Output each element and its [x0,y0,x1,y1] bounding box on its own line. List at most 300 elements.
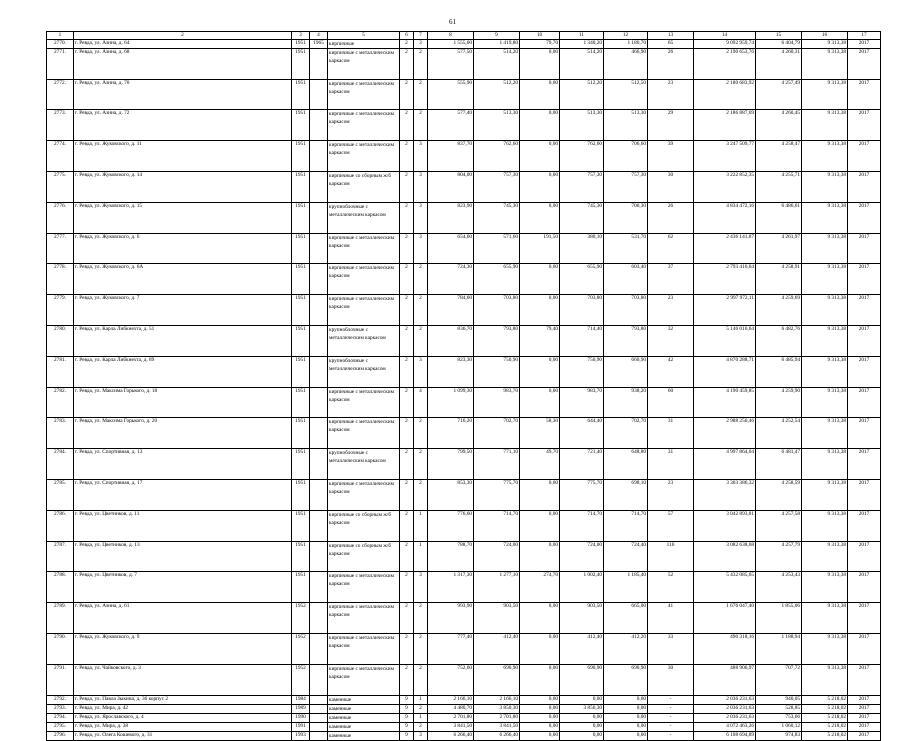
premises-area-cell: 775,70 [474,479,520,510]
residents-count-cell: 23 [648,79,694,110]
year-reconstructed-cell [310,202,328,233]
header-cell: 4 [310,32,328,40]
plan-year-cell: 2017 [848,633,881,664]
nonresidential-area-cell: 0,00 [520,713,560,722]
row-number-cell: 2780. [47,325,74,356]
wall-material-cell: крупноблочные с металлическим каркасом [328,449,400,480]
table-row [47,695,881,704]
residents-count-cell: 32 [648,325,694,356]
residents-count-cell: 30 [648,664,694,695]
year-built-cell: 1951 [292,449,310,480]
wall-material-cell: кирпичные с металлическим каркасом [328,633,400,664]
residential-area-cell: 412,40 [560,633,604,664]
entrances-cell: 2 [414,449,428,480]
cost-limit-cell: 9 313,38 [802,48,848,79]
premises-area-cell: 1 277,10 [474,572,520,603]
cost-per-sqm-cell: 6 404,79 [756,39,802,48]
table-row [47,572,881,603]
plan-year-cell: 2017 [848,695,881,704]
year-reconstructed-cell [310,704,328,713]
row-number-cell: 2771. [47,48,74,79]
wall-material-cell: кирпичные с металлическим каркасом [328,233,400,264]
nonresidential-area-cell: 0,00 [520,633,560,664]
wall-material-cell: кирпичные с металлическим каркасом [328,141,400,172]
common-area-cell: 0,00 [604,731,648,740]
repair-cost-cell: 4 997 864,04 [694,449,756,480]
nonresidential-area-cell: 0,00 [520,541,560,572]
year-reconstructed-cell [310,695,328,704]
residents-count-cell: 29 [648,110,694,141]
row-number-cell: 2774. [47,141,74,172]
cost-per-sqm-cell: 4 258,47 [756,141,802,172]
floors-cell: 2 [400,141,414,172]
residents-count-cell: 60 [648,387,694,418]
year-built-cell: 1993 [292,731,310,740]
header-cell: 6 [400,32,414,40]
year-reconstructed-cell [310,731,328,740]
table-row [47,356,881,387]
common-area-cell: 0,00 [604,713,648,722]
table-row [47,39,881,48]
common-area-cell: 706,60 [604,141,648,172]
cost-per-sqm-cell: 4 257,79 [756,541,802,572]
premises-area-cell: 771,10 [474,449,520,480]
residential-area-cell: 703,80 [560,295,604,326]
premises-area-cell: 724,00 [474,541,520,572]
table-row [47,387,881,418]
address-cell: г. Ревда, ул. Максима Горького, д. 20 [74,418,292,449]
floors-cell: 2 [400,603,414,634]
residents-count-cell: - [648,695,694,704]
table-row [47,110,881,141]
premises-area-cell: 745,30 [474,202,520,233]
plan-year-cell: 2017 [848,171,881,202]
residential-area-cell: 644,40 [560,418,604,449]
table-row [47,202,881,233]
row-number-cell: 2789. [47,603,74,634]
plan-year-cell: 2017 [848,731,881,740]
residential-area-cell: 714,40 [560,325,604,356]
residential-area-cell: 513,30 [560,110,604,141]
floors-cell: 2 [400,479,414,510]
total-area-cell: 577,40 [428,110,474,141]
row-number-cell: 2795. [47,722,74,731]
nonresidential-area-cell: 274,70 [520,572,560,603]
year-reconstructed-cell [310,418,328,449]
cost-limit-cell: 9 313,38 [802,387,848,418]
cost-per-sqm-cell: 974,83 [756,731,802,740]
wall-material-cell: кирпичные с металлическим каркасом [328,603,400,634]
address-cell: г. Ревда, ул. Азина, д. 68 [74,48,292,79]
header-cell: 8 [428,32,474,40]
repair-cost-cell: 2 186 887,69 [694,110,756,141]
wall-material-cell: кирпичные со сборным ж/б каркасом [328,510,400,541]
common-area-cell: 702,70 [604,418,648,449]
year-built-cell: 1952 [292,633,310,664]
entrances-cell: 2 [414,722,428,731]
common-area-cell: 412,20 [604,633,648,664]
header-cell: 1 [47,32,74,40]
entrances-cell: 2 [414,295,428,326]
total-area-cell: 788,70 [428,541,474,572]
nonresidential-area-cell: 0,00 [520,510,560,541]
row-number-cell: 2783. [47,418,74,449]
table-row [47,325,881,356]
premises-area-cell: 762,60 [474,141,520,172]
plan-year-cell: 2017 [848,387,881,418]
table-row [47,264,881,295]
repair-cost-cell: 2 190 653,76 [694,48,756,79]
residents-count-cell: 57 [648,510,694,541]
premises-area-cell: 714,70 [474,510,520,541]
premises-area-cell: 655,90 [474,264,520,295]
cost-limit-cell: 5 218,02 [802,722,848,731]
year-reconstructed-cell [310,510,328,541]
premises-area-cell: 512,20 [474,79,520,110]
header-cell: 14 [694,32,756,40]
repair-cost-cell: 3 303 386,32 [694,479,756,510]
row-number-cell: 2782. [47,387,74,418]
common-area-cell: 0,00 [604,722,648,731]
cost-limit-cell: 9 313,38 [802,664,848,695]
premises-area-cell: 514,20 [474,48,520,79]
address-cell: г. Ревда, ул. Мира, д. 42 [74,704,292,713]
common-area-cell: 757,30 [604,171,648,202]
cost-limit-cell: 9 313,38 [802,325,848,356]
cost-limit-cell: 9 313,38 [802,510,848,541]
repair-cost-cell: 3 222 852,35 [694,171,756,202]
row-number-cell: 2791. [47,664,74,695]
cost-limit-cell: 9 313,38 [802,110,848,141]
total-area-cell: 799,50 [428,449,474,480]
year-reconstructed-cell: 1965 [310,39,328,48]
common-area-cell: 938,20 [604,387,648,418]
premises-area-cell: 3 841,50 [474,722,520,731]
year-reconstructed-cell [310,325,328,356]
year-built-cell: 1951 [292,387,310,418]
residential-area-cell: 1 002,40 [560,572,604,603]
entrances-cell: 2 [414,48,428,79]
wall-material-cell: кирпичные с металлическим каркасом [328,479,400,510]
residential-area-cell: 0,00 [560,722,604,731]
floors-cell: 2 [400,356,414,387]
floors-cell: 2 [400,79,414,110]
entrances-cell: 1 [414,541,428,572]
year-built-cell: 1951 [292,572,310,603]
floors-cell: 2 [400,664,414,695]
wall-material-cell: кирпичные со сборным ж/б каркасом [328,541,400,572]
header-cell: 7 [414,32,428,40]
common-area-cell: 793,80 [604,325,648,356]
year-built-cell: 1951 [292,510,310,541]
year-built-cell: 1951 [292,541,310,572]
address-cell: г. Ревда, ул. Ярославского, д. 4 [74,713,292,722]
year-built-cell: 1951 [292,325,310,356]
nonresidential-area-cell: 79,70 [520,39,560,48]
wall-material-cell: кирпичные со сборным ж/б каркасом [328,171,400,202]
year-reconstructed-cell [310,603,328,634]
entrances-cell: 3 [414,141,428,172]
wall-material-cell: каменные [328,731,400,740]
total-area-cell: 853,30 [428,479,474,510]
floors-cell: 2 [400,387,414,418]
nonresidential-area-cell: 0,00 [520,479,560,510]
cost-limit-cell: 9 313,38 [802,418,848,449]
row-number-cell: 2787. [47,541,74,572]
row-number-cell: 2781. [47,356,74,387]
cost-limit-cell: 9 313,38 [802,141,848,172]
year-built-cell: 1951 [292,79,310,110]
address-cell: г. Ревда, ул. Жуковского, д. 6А [74,264,292,295]
cost-limit-cell: 5 218,02 [802,731,848,740]
plan-year-cell: 2017 [848,295,881,326]
total-area-cell: 654,60 [428,233,474,264]
row-number-cell: 2794. [47,713,74,722]
cost-per-sqm-cell: 1 855,06 [756,603,802,634]
entrances-cell: 3 [414,233,428,264]
common-area-cell: 703,80 [604,295,648,326]
year-reconstructed-cell [310,664,328,695]
cost-limit-cell: 9 313,38 [802,264,848,295]
address-cell: г. Ревда, ул. Карла Либкнехта, д. 89 [74,356,292,387]
year-built-cell: 1951 [292,418,310,449]
plan-year-cell: 2017 [848,541,881,572]
year-built-cell: 1952 [292,664,310,695]
row-number-cell: 2790. [47,633,74,664]
total-area-cell: 836,70 [428,325,474,356]
plan-year-cell: 2017 [848,79,881,110]
repair-cost-cell: 5 146 016,64 [694,325,756,356]
address-cell: г. Ревда, ул. Чайковского, д. 3 [74,664,292,695]
plan-year-cell: 2017 [848,572,881,603]
entrances-cell: 3 [414,202,428,233]
plan-year-cell: 2017 [848,39,881,48]
repair-cost-cell: 3 042 893,81 [694,510,756,541]
year-reconstructed-cell [310,387,328,418]
wall-material-cell: каменные [328,722,400,731]
common-area-cell: 665,00 [604,603,648,634]
floors-cell: 2 [400,572,414,603]
address-cell: г. Ревда, ул. Мира, д. 38 [74,722,292,731]
residents-count-cell: 52 [648,572,694,603]
wall-material-cell: кирпичные с металлическим каркасом [328,387,400,418]
year-reconstructed-cell [310,479,328,510]
cost-limit-cell: 9 313,38 [802,39,848,48]
wall-material-cell: кирпичные с металлическим каркасом [328,110,400,141]
residential-area-cell: 690,90 [560,664,604,695]
total-area-cell: 837,70 [428,141,474,172]
row-number-cell: 2777. [47,233,74,264]
entrances-cell: 1 [414,713,428,722]
total-area-cell: 1 555,00 [428,39,474,48]
cost-limit-cell: 5 218,02 [802,695,848,704]
residents-count-cell: 37 [648,264,694,295]
residents-count-cell: 26 [648,202,694,233]
repair-cost-cell: 488 906,97 [694,664,756,695]
floors-cell: 2 [400,48,414,79]
year-built-cell: 1951 [292,233,310,264]
residents-count-cell: - [648,722,694,731]
cost-per-sqm-cell: 6 482,76 [756,325,802,356]
premises-area-cell: 6 266,40 [474,731,520,740]
table-row [47,79,881,110]
address-cell: г. Ревда, ул. Азина, д. 64 [74,39,292,48]
cost-per-sqm-cell: 6 481,47 [756,449,802,480]
total-area-cell: 823,90 [428,202,474,233]
cost-per-sqm-cell: 4 253,43 [756,572,802,603]
table-row [47,479,881,510]
year-built-cell: 1951 [292,264,310,295]
year-reconstructed-cell [310,722,328,731]
cost-limit-cell: 9 313,38 [802,633,848,664]
common-area-cell: 690,90 [604,664,648,695]
residents-count-cell: - [648,713,694,722]
premises-area-cell: 412,40 [474,633,520,664]
common-area-cell: 1 180,70 [604,39,648,48]
repair-cost-cell: 4 834 472,16 [694,202,756,233]
floors-cell: 2 [400,171,414,202]
entrances-cell: 2 [414,418,428,449]
wall-material-cell: крупноблочные с металлическим каркасом [328,325,400,356]
premises-area-cell: 513,30 [474,110,520,141]
floors-cell: 2 [400,264,414,295]
address-cell: г. Ревда, ул. Жуковского, д. 11 [74,141,292,172]
cost-limit-cell: 9 313,38 [802,202,848,233]
plan-year-cell: 2017 [848,603,881,634]
residents-count-cell: - [648,731,694,740]
floors-cell: 2 [400,233,414,264]
floors-cell: 2 [400,510,414,541]
total-area-cell: 4 480,70 [428,704,474,713]
plan-year-cell: 2017 [848,48,881,79]
cost-limit-cell: 9 313,38 [802,449,848,480]
nonresidential-area-cell: 0,00 [520,603,560,634]
residents-count-cell: 41 [648,603,694,634]
table-row [47,510,881,541]
floors-cell: 2 [400,202,414,233]
year-built-cell: 1952 [292,603,310,634]
wall-material-cell: кирпичные с металлическим каркасом [328,295,400,326]
entrances-cell: 4 [414,387,428,418]
floors-cell: 2 [400,110,414,141]
header-cell: 10 [520,32,560,40]
cost-limit-cell: 9 313,38 [802,295,848,326]
residents-count-cell: 23 [648,479,694,510]
residents-count-cell: 26 [648,48,694,79]
cost-per-sqm-cell: 707,72 [756,664,802,695]
premises-area-cell: 3 850,30 [474,704,520,713]
floors-cell: 2 [400,633,414,664]
residential-area-cell: 757,30 [560,171,604,202]
premises-area-cell: 702,70 [474,418,520,449]
residential-area-cell: 3 850,30 [560,704,604,713]
common-area-cell: 513,30 [604,110,648,141]
residents-count-cell: 31 [648,418,694,449]
nonresidential-area-cell: 191,50 [520,233,560,264]
cost-limit-cell: 9 313,38 [802,479,848,510]
plan-year-cell: 2017 [848,141,881,172]
cost-per-sqm-cell: 940,05 [756,695,802,704]
cost-limit-cell: 9 313,38 [802,603,848,634]
header-cell: 2 [74,32,292,40]
floors-cell: 2 [400,295,414,326]
year-built-cell: 1991 [292,722,310,731]
cost-per-sqm-cell: 4 258,91 [756,264,802,295]
row-number-cell: 2773. [47,110,74,141]
nonresidential-area-cell: 0,00 [520,722,560,731]
floors-cell: 9 [400,731,414,740]
cost-limit-cell: 9 313,38 [802,541,848,572]
address-cell: г. Ревда, ул. Цветников, д. 7 [74,572,292,603]
premises-area-cell: 903,50 [474,603,520,634]
table-row [47,171,881,202]
year-reconstructed-cell [310,110,328,141]
nonresidential-area-cell: 0,00 [520,387,560,418]
row-number-cell: 2788. [47,572,74,603]
residential-area-cell: 0,00 [560,713,604,722]
total-area-cell: 577,50 [428,48,474,79]
plan-year-cell: 2017 [848,325,881,356]
address-cell: г. Ревда, ул. Максима Горького, д. 18 [74,387,292,418]
address-cell: г. Ревда, ул. Карла Либкнехта, д. 51 [74,325,292,356]
residents-count-cell: 33 [648,633,694,664]
header-cell: 5 [328,32,400,40]
premises-area-cell: 983,70 [474,387,520,418]
common-area-cell: 648,80 [604,449,648,480]
common-area-cell: 660,90 [604,356,648,387]
residential-area-cell: 750,90 [560,356,604,387]
residential-area-cell: 1 340,20 [560,39,604,48]
year-built-cell: 1984 [292,695,310,704]
residents-count-cell: 31 [648,449,694,480]
year-built-cell: 1951 [292,295,310,326]
wall-material-cell: кирпичные с металлическим каркасом [328,79,400,110]
year-built-cell: 1951 [292,48,310,79]
residents-count-cell: 116 [648,541,694,572]
residential-area-cell: 721,40 [560,449,604,480]
header-cell: 11 [560,32,604,40]
address-cell: г. Ревда, ул. Спортивная, д. 17 [74,479,292,510]
premises-area-cell: 1 419,80 [474,39,520,48]
common-area-cell: 466,90 [604,48,648,79]
total-area-cell: 716,20 [428,418,474,449]
plan-year-cell: 2017 [848,356,881,387]
address-cell: г. Ревда, ул. Олега Кошевого, д. 31 [74,731,292,740]
premises-area-cell: 2 701,80 [474,713,520,722]
year-built-cell: 1990 [292,713,310,722]
address-cell: г. Ревда, ул. Жуковского, д. 7 [74,295,292,326]
plan-year-cell: 2017 [848,722,881,731]
cost-per-sqm-cell: 4 252,54 [756,418,802,449]
entrances-cell: 2 [414,110,428,141]
residents-count-cell: - [648,704,694,713]
floors-cell: 9 [400,695,414,704]
year-built-cell: 1951 [292,39,310,48]
wall-material-cell: кирпичные с металлическим каркасом [328,264,400,295]
plan-year-cell: 2017 [848,713,881,722]
plan-year-cell: 2017 [848,202,881,233]
wall-material-cell: кирпичные с металлическим каркасом [328,418,400,449]
table-row [47,722,881,731]
residential-area-cell: 775,70 [560,479,604,510]
residents-count-cell: 39 [648,141,694,172]
header-cell: 15 [756,32,802,40]
header-cell: 9 [474,32,520,40]
year-reconstructed-cell [310,713,328,722]
row-number-cell: 2793. [47,704,74,713]
wall-material-cell: крупноблочные с металлическим каркасом [328,202,400,233]
common-area-cell: 512,50 [604,79,648,110]
